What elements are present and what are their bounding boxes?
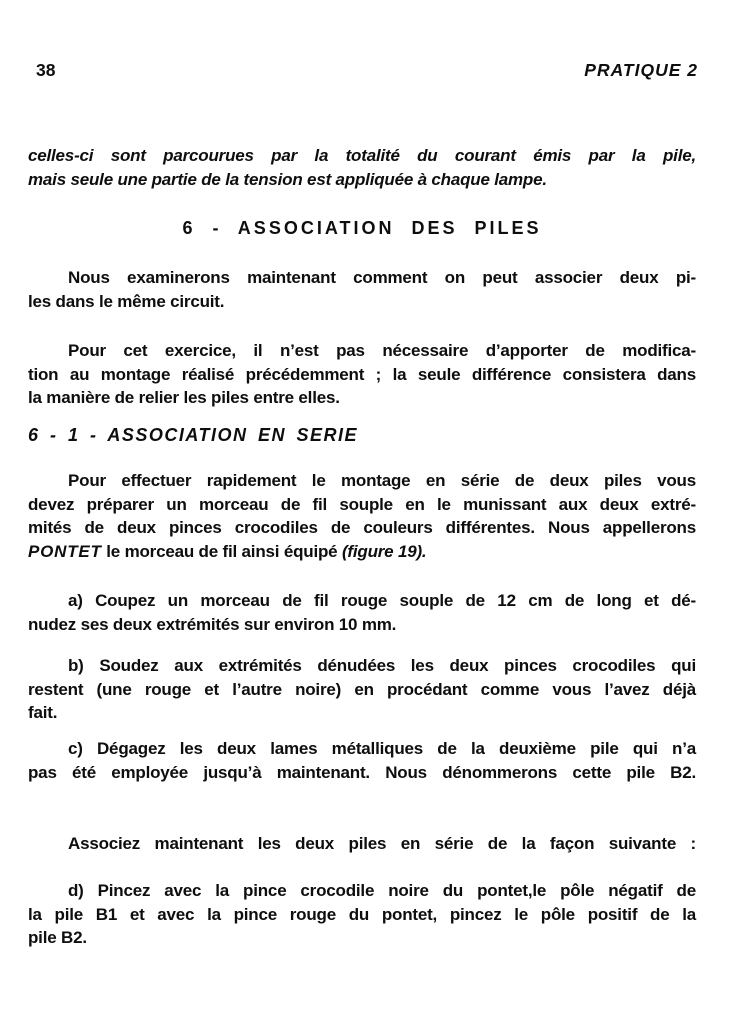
running-title: PRATIQUE 2 [584, 60, 698, 80]
text-segment: le morceau de fil ainsi équipé [101, 541, 342, 561]
text-line: Pour effectuer rapidement le montage en série de deux piles vous [68, 471, 696, 490]
step-d-paragraph [28, 879, 696, 950]
text-line: restent (une rouge et l’autre noire) en procédant comme vous l’avez déjà [28, 679, 696, 699]
section-heading: 6 - ASSOCIATION DES PILES [182, 218, 542, 238]
step-c-paragraph [28, 737, 696, 784]
text-line: mais seule une partie de la tension est appliquée à chaque lampe. [28, 169, 547, 189]
step-b-paragraph [28, 654, 696, 725]
paragraph-nous [28, 266, 696, 313]
text-line: tion au montage réalisé précédemment ; la seule différence consistera dans [28, 364, 696, 384]
text-line: devez préparer un morceau de fil souple en le munissant aux deux extré- [28, 494, 696, 514]
paragraph-pontet [28, 469, 696, 563]
text-line: les dans le même circuit. [28, 291, 225, 311]
intro-paragraph [28, 144, 696, 191]
text-line: b) Soudez aux extrémités dénudées les deux pinces crocodiles qui [68, 656, 696, 675]
text-line: nudez ses deux extrémités sur environ 10 mm. [28, 614, 397, 634]
figure-reference: (figure 19). [341, 541, 427, 561]
text-line: d) Pincez avec la pince crocodile noire du pontet,le pôle négatif de [68, 881, 696, 900]
text-line: Associez maintenant les deux piles en série de la façon suivante : [68, 834, 696, 853]
text-line: a) Coupez un morceau de fil rouge souple de 12 cm de long et dé- [68, 591, 696, 610]
page-header [36, 60, 698, 81]
text-line: celles-ci sont parcourues par la totalité du courant émis par la pile, [28, 146, 696, 165]
paragraph-exercice [28, 339, 696, 410]
text-line [28, 540, 696, 564]
paragraph-associez [28, 832, 696, 856]
subsection-heading: 6 - 1 - ASSOCIATION EN SERIE [28, 425, 359, 445]
text-line: c) Dégagez les deux lames métalliques de la deuxième pile qui n’a [68, 739, 696, 758]
pontet-term: PONTET [28, 541, 102, 561]
step-a-paragraph [28, 589, 696, 636]
text-line: Nous examinerons maintenant comment on peut associer deux pi- [68, 268, 696, 287]
text-line: fait. [28, 703, 58, 722]
text-line: mités de deux pinces crocodiles de couleurs différentes. Nous appellerons [28, 518, 696, 537]
text-line: Pour cet exercice, il n’est pas nécessaire d’apporter de modifica- [68, 341, 696, 360]
text-line: la pile B1 et avec la pince rouge du pontet, pincez le pôle positif de la [28, 904, 696, 924]
page-number: 38 [36, 60, 56, 80]
text-line: la manière de relier les piles entre elles. [28, 388, 340, 407]
text-line: pas été employée jusqu’à maintenant. Nous dénommerons cette pile B2. [28, 762, 696, 782]
text-line: pile B2. [28, 928, 87, 947]
